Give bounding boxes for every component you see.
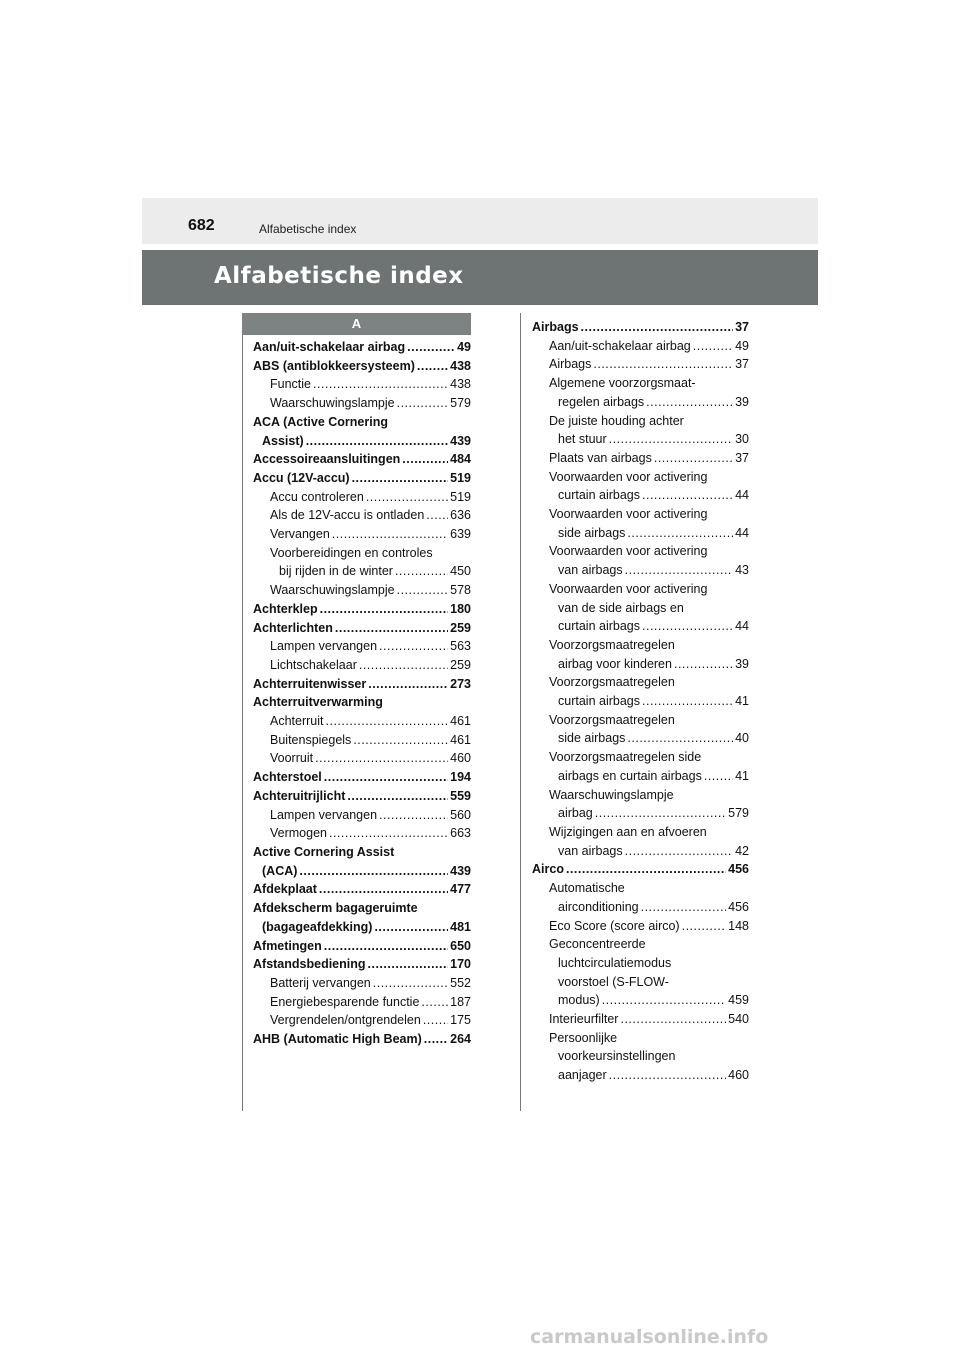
entry-text: Voorwaarden voor activering	[549, 507, 708, 522]
entry-text: side airbags	[558, 525, 626, 540]
entry-page[interactable]: 194	[450, 770, 471, 785]
entry-text: airbag voor kinderen	[558, 656, 672, 671]
entry-page[interactable]: 49	[457, 340, 471, 354]
entry-text: (bagageafdekking)	[262, 919, 373, 934]
index-entry	[532, 991, 749, 1010]
entry-text: Afdekscherm bagageruimte	[253, 901, 418, 916]
index-entry	[532, 842, 749, 861]
entry-text: Aan/uit-schakelaar airbag	[253, 340, 406, 354]
dot-leader	[627, 524, 733, 543]
entry-page[interactable]: 560	[450, 807, 471, 822]
entry-text: Aan/uit-schakelaar airbag	[549, 338, 691, 353]
entry-text: Voorbereidingen en controles	[270, 545, 433, 560]
entry-text: Achterruit	[270, 714, 324, 729]
dot-leader	[693, 337, 733, 356]
index-entry	[532, 748, 749, 767]
entry-page[interactable]: 44	[735, 525, 749, 540]
index-entry	[532, 617, 749, 636]
entry-text: Achterruitenwisser	[253, 676, 367, 691]
entry-text: Voorruit	[270, 751, 314, 766]
entry-page[interactable]: 259	[450, 657, 471, 672]
section-letter: A	[242, 313, 471, 335]
entry-text: Airbags	[532, 320, 579, 334]
entry-text: Voorwaarden voor activering	[549, 581, 708, 596]
entry-text: Active Cornering Assist	[253, 844, 395, 859]
entry-text: Energiebesparende functie	[270, 994, 420, 1009]
entry-text: Achterruitverwarming	[253, 695, 383, 710]
index-entry	[253, 338, 471, 357]
dot-leader	[373, 974, 448, 993]
index-entry	[253, 843, 471, 862]
entry-page[interactable]: 663	[450, 826, 471, 841]
entry-text: Afstandsbediening	[253, 957, 366, 972]
index-entry	[253, 693, 471, 712]
index-entry	[532, 337, 749, 356]
dot-leader	[397, 581, 449, 600]
dot-leader	[642, 617, 733, 636]
entry-page[interactable]: 563	[450, 639, 471, 654]
index-entry	[532, 954, 749, 973]
entry-page[interactable]: 43	[735, 563, 749, 578]
entry-text: Accu (12V-accu)	[253, 470, 350, 485]
entry-text: Interieurfilter	[549, 1012, 619, 1027]
index-entry	[253, 619, 471, 638]
entry-text: curtain airbags	[558, 488, 640, 503]
dot-leader	[704, 767, 733, 786]
dot-leader	[299, 862, 448, 881]
index-entry	[253, 974, 471, 993]
dot-leader	[374, 918, 448, 937]
entry-page[interactable]: 461	[450, 714, 471, 729]
index-entry	[532, 879, 749, 898]
entry-text: (ACA)	[262, 863, 298, 878]
dot-leader	[642, 486, 733, 505]
index-entry	[253, 955, 471, 974]
entry-page[interactable]: 578	[450, 583, 471, 598]
entry-page[interactable]: 481	[450, 919, 471, 934]
entry-text: aanjager	[558, 1068, 607, 1083]
dot-leader	[424, 1030, 448, 1049]
entry-text: Plaats van airbags	[549, 450, 652, 465]
dot-leader	[366, 488, 448, 507]
entry-page[interactable]: 438	[450, 377, 471, 392]
dot-leader	[324, 768, 448, 787]
dot-leader	[654, 449, 733, 468]
index-entry	[532, 823, 749, 842]
dot-leader	[674, 655, 733, 674]
entry-page[interactable]: 450	[450, 564, 471, 579]
dot-leader	[620, 1010, 726, 1029]
entry-page[interactable]: 460	[450, 751, 471, 766]
index-entry	[253, 731, 471, 750]
index-entry	[532, 729, 749, 748]
entry-page[interactable]: 39	[735, 656, 749, 671]
index-entry	[253, 806, 471, 825]
index-entry	[253, 581, 471, 600]
dot-leader	[627, 729, 733, 748]
entry-text: Achterstoel	[253, 770, 322, 785]
dot-leader	[593, 355, 733, 374]
entry-text: curtain airbags	[558, 619, 640, 634]
dot-leader	[352, 469, 449, 488]
column-rule-middle	[520, 313, 521, 1111]
entry-text: Voorzorgsmaatregelen	[549, 675, 675, 690]
entry-text: van de side airbags en	[558, 600, 684, 615]
dot-leader	[359, 656, 448, 675]
dot-leader	[417, 357, 448, 376]
index-entry	[532, 673, 749, 692]
index-entry	[253, 656, 471, 675]
entry-page[interactable]: 519	[450, 470, 471, 485]
index-entry	[532, 767, 749, 786]
index-entry	[253, 600, 471, 619]
index-entry	[253, 675, 471, 694]
index-entry	[532, 935, 749, 954]
entry-text: van airbags	[558, 563, 623, 578]
entry-page[interactable]: 180	[450, 601, 471, 616]
dot-leader	[581, 318, 734, 337]
index-entry	[253, 937, 471, 956]
entry-page[interactable]: 30	[735, 432, 749, 447]
entry-text: Als de 12V-accu is ontladen	[270, 508, 425, 523]
entry-page[interactable]: 148	[728, 918, 749, 933]
index-entry	[253, 432, 471, 451]
dot-leader	[625, 842, 733, 861]
entry-text: airbag	[558, 806, 593, 821]
index-entry	[532, 1029, 749, 1048]
dot-leader	[641, 898, 727, 917]
index-entry	[532, 599, 749, 618]
index-entry	[532, 973, 749, 992]
dot-leader	[324, 937, 448, 956]
dot-leader	[646, 393, 733, 412]
entry-text: AHB (Automatic High Beam)	[253, 1032, 422, 1047]
entry-text: airbags en curtain airbags	[558, 768, 702, 783]
index-entry	[532, 1010, 749, 1029]
index-entry	[253, 993, 471, 1012]
entry-text: curtain airbags	[558, 694, 640, 709]
index-entry	[532, 711, 749, 730]
dot-leader	[395, 562, 448, 581]
entry-page[interactable]: 41	[735, 768, 749, 783]
entry-text: Automatische	[549, 881, 625, 896]
entry-text: het stuur	[558, 432, 607, 447]
index-entry	[253, 862, 471, 881]
entry-page[interactable]: 187	[450, 994, 471, 1009]
entry-text: voorkeursinstellingen	[558, 1049, 676, 1064]
entry-page[interactable]: 459	[728, 993, 749, 1008]
entry-text: Lampen vervangen	[270, 807, 378, 822]
dot-leader	[602, 991, 726, 1010]
index-entry	[253, 562, 471, 581]
entry-text: Achteruitrijlicht	[253, 788, 346, 803]
entry-page[interactable]: 552	[450, 975, 471, 990]
index-entry	[253, 1030, 471, 1049]
index-entry	[532, 860, 749, 879]
entry-page[interactable]: 39	[735, 394, 749, 409]
entry-text: De juiste houding achter	[549, 413, 684, 428]
dot-leader	[306, 432, 448, 451]
index-entry	[532, 468, 749, 487]
entry-text: voorstoel (S-FLOW-	[558, 974, 669, 989]
entry-text: modus)	[558, 993, 600, 1008]
dot-leader	[326, 712, 449, 731]
entry-page[interactable]: 37	[735, 450, 749, 465]
index-entry	[253, 824, 471, 843]
entry-page[interactable]: 439	[450, 863, 471, 878]
index-entry	[253, 1011, 471, 1030]
header-bar	[142, 198, 818, 244]
index-column-2	[532, 318, 749, 1085]
entry-page[interactable]: 519	[450, 489, 471, 504]
index-entry	[532, 486, 749, 505]
index-entry	[253, 375, 471, 394]
entry-page[interactable]: 579	[450, 396, 471, 411]
entry-page[interactable]: 49	[735, 338, 749, 353]
page-number: 682	[188, 217, 215, 234]
index-entry	[532, 636, 749, 655]
entry-text: Waarschuwingslampje	[270, 396, 395, 411]
index-entry	[253, 394, 471, 413]
dot-leader	[332, 525, 448, 544]
dot-leader	[642, 692, 733, 711]
entry-text: van airbags	[558, 843, 623, 858]
dot-leader	[368, 955, 449, 974]
index-entry	[253, 506, 471, 525]
entry-page[interactable]: 461	[450, 732, 471, 747]
entry-page[interactable]: 37	[735, 357, 749, 372]
dot-leader	[566, 860, 726, 879]
index-entry	[532, 692, 749, 711]
entry-page[interactable]: 170	[450, 957, 471, 972]
entry-text: Accu controleren	[270, 489, 364, 504]
entry-text: Waarschuwingslampje	[549, 787, 674, 802]
entry-page[interactable]: 37	[735, 320, 749, 334]
entry-text: luchtcirculatiemodus	[558, 955, 672, 970]
dot-leader	[407, 338, 455, 357]
dot-leader	[320, 600, 449, 619]
index-entry	[532, 393, 749, 412]
running-title: Alfabetische index	[259, 222, 357, 236]
entry-page[interactable]: 264	[450, 1032, 471, 1047]
index-entry	[253, 450, 471, 469]
entry-text: Voorzorgsmaatregelen	[549, 712, 675, 727]
watermark: carmanualsonline.info	[530, 1326, 769, 1348]
index-entry	[253, 712, 471, 731]
dot-leader	[682, 917, 727, 936]
index-entry	[532, 430, 749, 449]
index-entry	[253, 787, 471, 806]
entry-page[interactable]: 40	[735, 731, 749, 746]
index-entry	[253, 544, 471, 563]
index-entry	[532, 786, 749, 805]
entry-page[interactable]: 460	[728, 1068, 749, 1083]
index-entry	[532, 655, 749, 674]
index-entry	[253, 880, 471, 899]
entry-text: Waarschuwingslampje	[270, 583, 395, 598]
entry-text: ACA (Active Cornering	[253, 414, 388, 429]
entry-page[interactable]: 540	[728, 1012, 749, 1027]
entry-page[interactable]: 456	[728, 899, 749, 914]
entry-text: Algemene voorzorgsmaat-	[549, 376, 696, 391]
index-column-1	[253, 338, 471, 1049]
entry-page[interactable]: 41	[735, 694, 749, 709]
index-entry	[253, 918, 471, 937]
entry-text: Voorzorgsmaatregelen side	[549, 750, 702, 765]
entry-text: Accessoireaansluitingen	[253, 452, 401, 467]
entry-page[interactable]: 477	[450, 882, 471, 897]
title-band	[142, 250, 818, 305]
entry-text: Lichtschakelaar	[270, 657, 357, 672]
entry-text: Airbags	[549, 357, 592, 372]
entry-text: Assist)	[262, 433, 304, 448]
entry-page[interactable]: 484	[450, 452, 471, 467]
entry-text: Voorwaarden voor activering	[549, 544, 708, 559]
entry-page[interactable]: 636	[450, 508, 471, 523]
entry-text: Afdekplaat	[253, 882, 317, 897]
index-entry	[253, 488, 471, 507]
dot-leader	[335, 619, 448, 638]
entry-text: Voorzorgsmaatregelen	[549, 637, 675, 652]
index-entry	[532, 804, 749, 823]
entry-page[interactable]: 456	[728, 862, 749, 877]
entry-text: Geconcentreerde	[549, 937, 646, 952]
dot-leader	[595, 804, 726, 823]
entry-text: bij rijden in de winter	[279, 564, 393, 579]
dot-leader	[313, 375, 448, 394]
dot-leader	[625, 561, 733, 580]
dot-leader	[421, 993, 448, 1012]
index-entry	[253, 749, 471, 768]
entry-text: Lampen vervangen	[270, 639, 378, 654]
dot-leader	[402, 450, 448, 469]
entry-text: Vermogen	[270, 826, 327, 841]
index-entry	[532, 561, 749, 580]
entry-text: ABS (antiblokkeersysteem)	[253, 358, 415, 373]
dot-leader	[368, 675, 448, 694]
entry-page[interactable]: 650	[450, 938, 471, 953]
index-entry	[253, 413, 471, 432]
dot-leader	[609, 1066, 726, 1085]
dot-leader	[379, 806, 448, 825]
index-entry	[253, 357, 471, 376]
index-entry	[532, 524, 749, 543]
index-entry	[532, 542, 749, 561]
dot-leader	[353, 731, 448, 750]
entry-page[interactable]: 438	[450, 358, 471, 373]
dot-leader	[397, 394, 449, 413]
index-entry	[532, 355, 749, 374]
entry-text: Eco Score (score airco)	[549, 918, 680, 933]
entry-page[interactable]: 44	[735, 488, 749, 503]
entry-text: Vervangen	[270, 527, 330, 542]
entry-text: Voorwaarden voor activering	[549, 469, 708, 484]
entry-text: Persoonlijke	[549, 1030, 618, 1045]
index-entry	[532, 917, 749, 936]
index-entry	[532, 449, 749, 468]
index-entry	[532, 580, 749, 599]
entry-text: regelen airbags	[558, 394, 645, 409]
entry-text: Buitenspiegels	[270, 732, 352, 747]
entry-text: Wijzigingen aan en afvoeren	[549, 824, 707, 839]
dot-leader	[426, 506, 448, 525]
dot-leader	[347, 787, 448, 806]
dot-leader	[379, 637, 448, 656]
entry-text: Afmetingen	[253, 938, 322, 953]
index-entry	[532, 1066, 749, 1085]
index-entry	[532, 898, 749, 917]
dot-leader	[609, 430, 733, 449]
entry-page[interactable]: 439	[450, 433, 471, 448]
index-entry	[253, 525, 471, 544]
index-entry	[253, 899, 471, 918]
dot-leader	[319, 880, 448, 899]
entry-text: Achterklep	[253, 601, 318, 616]
entry-text: side airbags	[558, 731, 626, 746]
entry-page[interactable]: 579	[728, 806, 749, 821]
index-entry	[253, 637, 471, 656]
entry-text: Functie	[270, 377, 311, 392]
entry-text: Batterij vervangen	[270, 975, 371, 990]
index-entry	[532, 318, 749, 337]
entry-text: airconditioning	[558, 899, 639, 914]
index-entry	[532, 1047, 749, 1066]
entry-page[interactable]: 42	[735, 843, 749, 858]
index-entry	[532, 412, 749, 431]
dot-leader	[329, 824, 448, 843]
index-entry	[532, 505, 749, 524]
index-entry	[253, 768, 471, 787]
index-entry	[532, 374, 749, 393]
entry-text: Achterlichten	[253, 620, 333, 635]
dot-leader	[315, 749, 448, 768]
entry-page[interactable]: 273	[450, 676, 471, 691]
dot-leader	[423, 1011, 448, 1030]
entry-page[interactable]: 639	[450, 527, 471, 542]
page-title: Alfabetische index	[214, 263, 464, 289]
entry-page[interactable]: 175	[450, 1013, 471, 1028]
entry-page[interactable]: 559	[450, 788, 471, 803]
index-entry	[253, 469, 471, 488]
entry-text: Vergrendelen/ontgrendelen	[270, 1013, 421, 1028]
entry-page[interactable]: 259	[450, 620, 471, 635]
entry-page[interactable]: 44	[735, 619, 749, 634]
entry-text: Airco	[532, 862, 564, 877]
column-rule-left	[242, 313, 243, 1111]
